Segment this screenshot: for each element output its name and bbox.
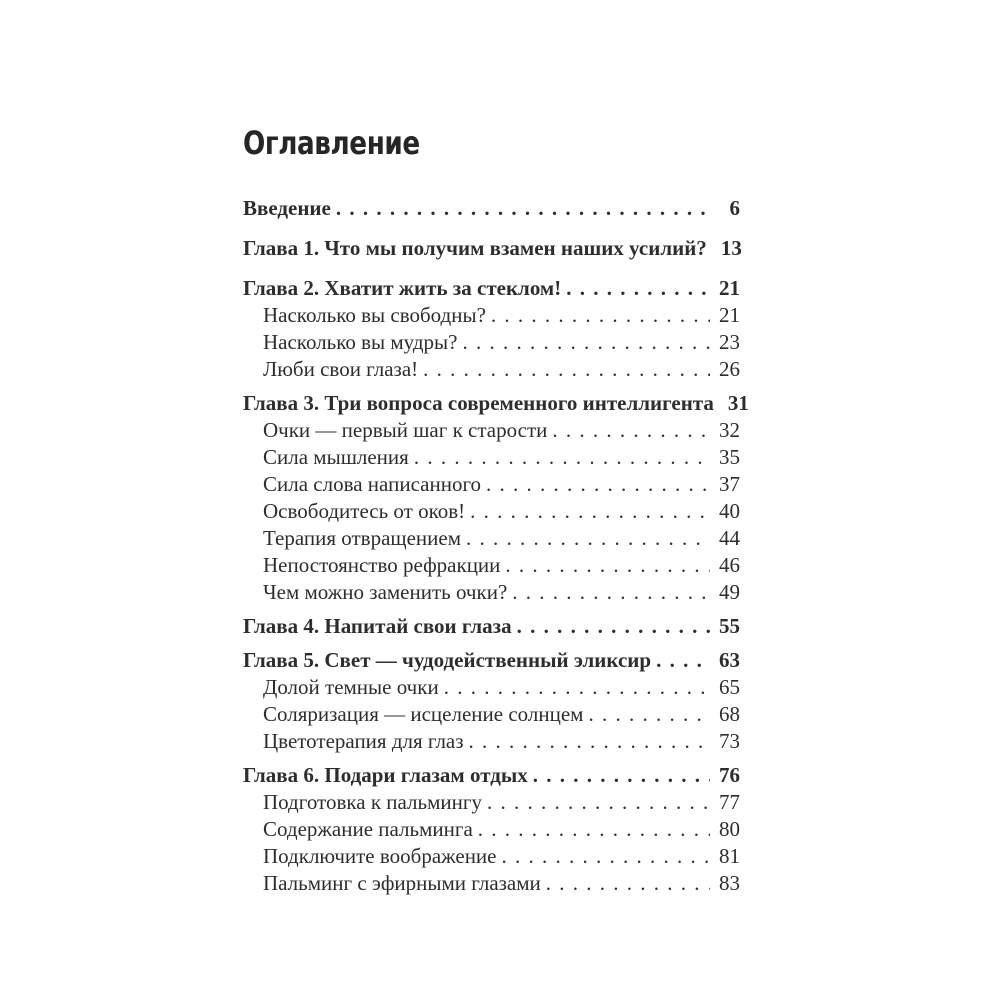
toc-row bbox=[243, 390, 749, 417]
dot-leader bbox=[462, 329, 710, 356]
toc-row bbox=[243, 302, 740, 329]
toc-page-number: 23 bbox=[719, 330, 740, 354]
toc-row bbox=[243, 701, 740, 728]
toc-page-number: 13 bbox=[720, 236, 742, 260]
toc-row bbox=[243, 195, 740, 222]
toc-entry-title: Подключите воображение bbox=[263, 844, 497, 868]
toc-row bbox=[243, 525, 740, 552]
dot-leader bbox=[566, 275, 710, 302]
toc-page-number: 37 bbox=[719, 472, 740, 496]
toc-entry-title: Пальминг с эфирными глазами bbox=[263, 871, 541, 895]
toc-page-number: 55 bbox=[719, 614, 740, 638]
toc-entry-title: Глава 1. Что мы получим взамен наших усилий? bbox=[243, 236, 707, 260]
dot-leader bbox=[478, 816, 710, 843]
toc-page-number: 77 bbox=[719, 790, 740, 814]
toc-page-number: 81 bbox=[719, 844, 740, 868]
toc-row bbox=[243, 275, 740, 302]
toc-page-number: 21 bbox=[719, 303, 740, 327]
toc-row bbox=[243, 444, 740, 471]
toc-row bbox=[243, 870, 740, 897]
toc-entry-title: Насколько вы свободны? bbox=[263, 303, 486, 327]
toc-page-number: 32 bbox=[719, 418, 740, 442]
toc-page-number: 44 bbox=[719, 526, 740, 550]
dot-leader bbox=[469, 728, 710, 755]
toc-entry-title: Насколько вы мудры? bbox=[263, 330, 458, 354]
toc-entry-title: Подготовка к пальмингу bbox=[263, 790, 482, 814]
toc-entry-title: Люби свои глаза! bbox=[263, 357, 419, 381]
toc-page-number: 49 bbox=[719, 580, 740, 604]
toc-page-number: 26 bbox=[719, 357, 740, 381]
dot-leader bbox=[414, 444, 710, 471]
toc-row bbox=[243, 843, 740, 870]
dot-leader bbox=[552, 417, 710, 444]
toc-entry-title: Терапия отвращением bbox=[263, 526, 461, 550]
toc-row bbox=[243, 728, 740, 755]
toc-row bbox=[243, 471, 740, 498]
toc-row bbox=[243, 552, 740, 579]
toc-row bbox=[243, 816, 740, 843]
dot-leader bbox=[491, 302, 710, 329]
toc-entry-title: Введение bbox=[243, 196, 331, 220]
toc-page-number: 68 bbox=[719, 702, 740, 726]
toc-page-number: 6 bbox=[729, 196, 740, 220]
toc-row bbox=[243, 417, 740, 444]
toc-entry-title: Непостоянство рефракции bbox=[263, 553, 501, 577]
toc-page-number: 65 bbox=[719, 675, 740, 699]
toc-row bbox=[243, 579, 740, 606]
toc-entry-title: Цветотерапия для глаз bbox=[263, 729, 464, 753]
dot-leader bbox=[588, 701, 710, 728]
dot-leader bbox=[546, 870, 710, 897]
dot-leader bbox=[505, 552, 710, 579]
toc-row bbox=[243, 762, 740, 789]
toc-list bbox=[243, 195, 749, 897]
dot-leader bbox=[517, 613, 710, 640]
dot-leader bbox=[423, 356, 710, 383]
toc-row bbox=[243, 647, 740, 674]
toc-entry-title: Глава 4. Напитай свои глаза bbox=[243, 614, 512, 638]
toc-row bbox=[243, 789, 740, 816]
toc-page-number: 31 bbox=[727, 391, 749, 415]
toc-page-number: 63 bbox=[719, 648, 740, 672]
toc-entry-title: Глава 6. Подари глазам отдых bbox=[243, 763, 528, 787]
toc-page-number: 73 bbox=[719, 729, 740, 753]
toc-entry-title: Глава 3. Три вопроса современного интеллигента bbox=[243, 391, 714, 415]
toc-page-number: 35 bbox=[719, 445, 740, 469]
dot-leader bbox=[533, 762, 710, 789]
toc-entry-title: Соляризация — исцеление солнцем bbox=[263, 702, 584, 726]
toc-page-number: 76 bbox=[719, 763, 740, 787]
dot-leader bbox=[470, 498, 710, 525]
toc-row bbox=[243, 613, 740, 640]
toc-page-number: 46 bbox=[719, 553, 740, 577]
dot-leader bbox=[512, 579, 710, 606]
dot-leader bbox=[656, 647, 710, 674]
dot-leader bbox=[502, 843, 711, 870]
toc-entry-title: Содержание пальминга bbox=[263, 817, 473, 841]
toc-page-number: 40 bbox=[719, 499, 740, 523]
toc-row bbox=[243, 235, 740, 262]
dot-leader bbox=[444, 674, 710, 701]
toc-entry-title: Сила мышления bbox=[263, 445, 409, 469]
dot-leader bbox=[487, 789, 710, 816]
toc-row bbox=[243, 356, 740, 383]
toc-page-number: 21 bbox=[719, 276, 740, 300]
page-title: Оглавление bbox=[243, 124, 420, 163]
toc-row bbox=[243, 498, 740, 525]
dot-leader bbox=[466, 525, 710, 552]
toc-entry-title: Сила слова написанного bbox=[263, 472, 482, 496]
toc-page-number: 83 bbox=[719, 871, 740, 895]
toc-row bbox=[243, 329, 740, 356]
toc-entry-title: Освободитесь от оков! bbox=[263, 499, 466, 523]
toc-entry-title: Очки — первый шаг к старости bbox=[263, 418, 548, 442]
toc-row bbox=[243, 674, 740, 701]
toc-entry-title: Глава 2. Хватит жить за стеклом! bbox=[243, 276, 562, 300]
dot-leader bbox=[486, 471, 710, 498]
toc-entry-title: Чем можно заменить очки? bbox=[263, 580, 508, 604]
dot-leader bbox=[336, 195, 710, 222]
toc-page-number: 80 bbox=[719, 817, 740, 841]
toc-entry-title: Долой темные очки bbox=[263, 675, 439, 699]
toc-entry-title: Глава 5. Свет — чудодейственный эликсир bbox=[243, 648, 652, 672]
